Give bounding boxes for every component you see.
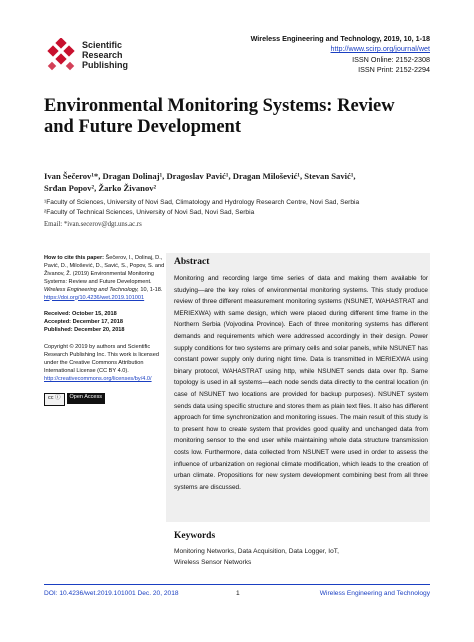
author-line: Ivan Šečerov¹*, Dragan Dolinaj¹, Dragoslav Pavić¹, Dragan Milošević¹, Stevan Savić¹, xyxy=(44,171,356,181)
publisher-logo-icon xyxy=(44,38,78,72)
open-access-badge: Open Access xyxy=(67,393,105,404)
page-number: 1 xyxy=(236,590,240,597)
journal-info xyxy=(251,34,430,76)
footer-journal: Wireless Engineering and Technology xyxy=(319,590,430,597)
journal-url-link[interactable]: http://www.scirp.org/journal/wet xyxy=(330,44,430,54)
accepted-date: Accepted: December 17, 2018 xyxy=(44,319,123,326)
affiliations xyxy=(44,198,434,218)
abstract-heading: Abstract xyxy=(174,257,210,267)
affiliation: ²Faculty of Technical Sciences, University of Novi Sad, Novi Sad, Serbia xyxy=(44,209,255,216)
footer-divider xyxy=(44,584,430,585)
publisher-name xyxy=(82,40,128,70)
keywords-line: Wireless Sensor Networks xyxy=(174,559,252,566)
received-date: Received: October 15, 2018 xyxy=(44,311,117,318)
author-line: Srđan Popov², Žarko Živanov² xyxy=(44,183,157,193)
keywords-line: Monitoring Networks, Data Acquisition, Data Logger, IoT, xyxy=(174,548,339,555)
issn-online: ISSN Online: 2152-2308 xyxy=(352,54,430,64)
cite-text: Šečerov, I., Dolinaj, D., Pavić, D., Milošević, D., Savić, S., Popov, S. and Živanov, Ž. (2019) Environmental Monitoring Systems: Review and Future Development. xyxy=(44,255,165,285)
article-meta-sidebar xyxy=(44,255,166,406)
article-dates xyxy=(44,311,166,335)
corresponding-email: Email: *ivan.secerov@dgt.uns.ac.rs xyxy=(44,221,142,228)
publisher-name-line: Research xyxy=(82,50,123,60)
title-line: and Future Development xyxy=(44,117,241,137)
cc-by-badge[interactable]: cc ⓘ xyxy=(44,393,65,406)
abstract-text: Monitoring and recording large time series of data and making them available for studying—are the key roles of environmental monitoring systems. This study produce review of three different measurement monitoring systems (NSUNET, WAHASTRAT and MERIEXWA) with same design, which were placed during different time frame in the Northern Serbia (Vojvodina Province). Each of three monitoring systems has different demands and requirements which were addressed accordingly in their design. Power supply conditions for two systems are primary cells and solar panels, while NSUNET has constant power supply only during night time. Data is transmitted in MERIEXWA using binary protocol, WAHASTRAT using http, while NSUNET sends data over ftp. Same topology is used in all systems—each node sends data directly to the central location (in case of NSUNET two locations are provided for backup purposes). NSUNET system sends data using specific structure and stores them as plain text files. It also has different approach for time synchronization and monitoring issues. The main result of this study is to present how to create system that provides good quality and unchanged data from monitoring sensor to the end user while maintaining whole data structure transmission costs low. Furthermore, data collected from NSUNET were used in order to assess the influence of urbanization on regional climate modification, which leads to the creation of urban climate. Propositions for new system development combining best from all three systems are discussed. xyxy=(174,275,428,491)
author-list xyxy=(44,170,434,194)
cite-volume: 10, 1-18. xyxy=(140,286,163,293)
publisher-logo xyxy=(44,36,194,76)
footer-doi[interactable]: DOI: 10.4236/wet.2019.101001 Dec. 20, 2018 xyxy=(44,590,179,597)
published-date: Published: December 20, 2018 xyxy=(44,327,125,334)
keywords-list xyxy=(174,546,428,568)
license-badges xyxy=(44,393,166,406)
keywords-heading: Keywords xyxy=(174,531,216,541)
license-link[interactable]: http://creativecommons.org/licenses/by/4.0/ xyxy=(44,375,152,382)
copyright-notice xyxy=(44,344,166,384)
how-to-cite xyxy=(44,255,166,302)
journal-citation: Wireless Engineering and Technology, 2019, 10, 1-18 xyxy=(250,34,430,43)
copyright-text: Copyright © 2019 by authors and Scientific Research Publishing Inc. This work is licensed under the Creative Commons Attribution International License (CC BY 4.0). xyxy=(44,344,159,374)
title-line: Environmental Monitoring Systems: Review xyxy=(44,96,395,116)
paper-title xyxy=(44,96,434,138)
issn-print: ISSN Print: 2152-2294 xyxy=(358,65,430,75)
cite-doi-link[interactable]: https://doi.org/10.4236/wet.2019.101001 xyxy=(44,294,145,301)
cite-label: How to cite this paper: xyxy=(44,255,104,261)
affiliation: ¹Faculty of Sciences, University of Novi Sad, Climatology and Hydrology Research Centre, Novi Sad, Serbia xyxy=(44,199,360,206)
publisher-name-line: Scientific xyxy=(82,40,123,50)
publisher-name-line: Publishing xyxy=(82,60,128,70)
cite-journal: Wireless Engineering and Technology, xyxy=(44,286,139,293)
